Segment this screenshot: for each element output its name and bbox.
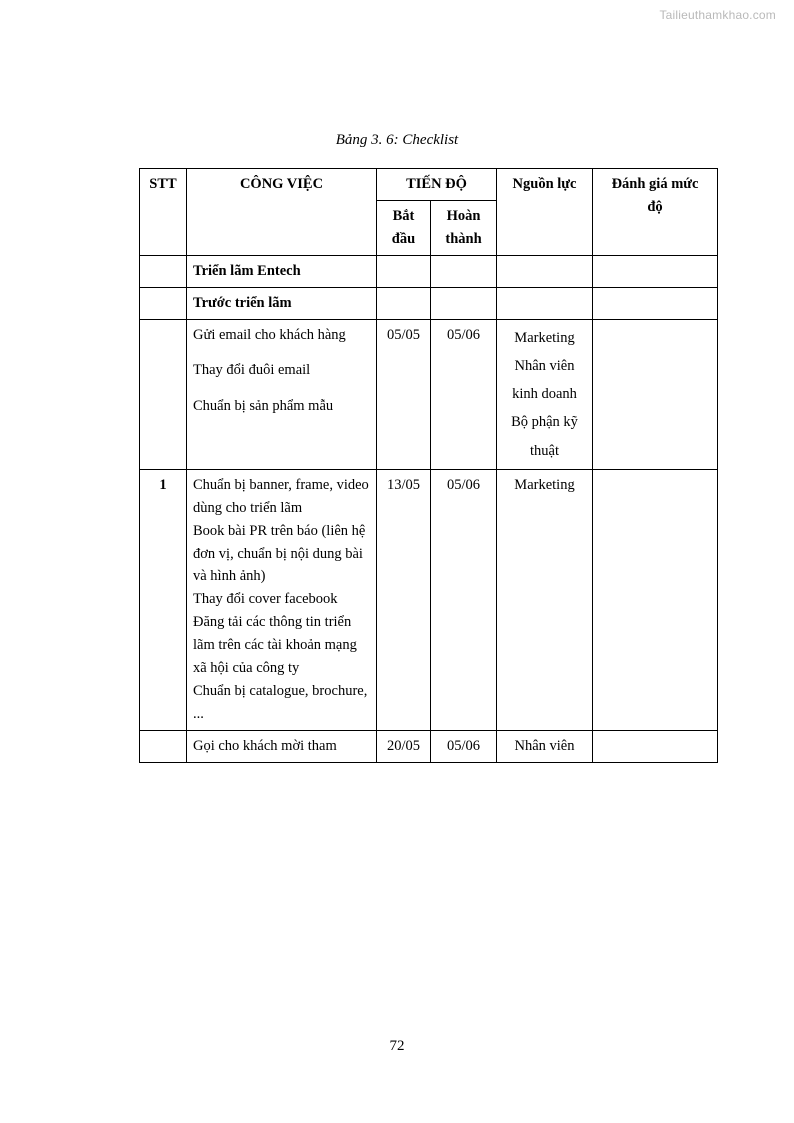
work-line: Gửi email cho khách hàng xyxy=(193,326,346,343)
header-work: CÔNG VIỆC xyxy=(187,169,377,256)
cell-start: 05/05 xyxy=(377,319,431,469)
cell-evaluation xyxy=(593,319,718,469)
work-line: Thay đổi cover facebook xyxy=(193,591,338,608)
cell-evaluation xyxy=(593,730,718,762)
header-start xyxy=(377,200,431,255)
cell-stt xyxy=(140,255,187,287)
work-line: Chuẩn bị banner, frame, video dùng cho triển lãm xyxy=(193,476,369,516)
table-body xyxy=(140,255,718,762)
cell-stt xyxy=(140,319,187,469)
header-start-line-1: Bắt xyxy=(392,207,415,224)
work-line: Thay đổi đuôi email xyxy=(193,362,311,379)
work-line: Chuẩn bị sản phẩm mẫu xyxy=(193,398,334,415)
watermark-text: Tailieuthamkhao.com xyxy=(659,8,776,22)
resource-line: Nhân viên xyxy=(514,357,575,374)
cell-work: Gọi cho khách mời tham xyxy=(187,730,377,762)
cell-end: 05/06 xyxy=(431,730,497,762)
table-row xyxy=(140,255,718,287)
header-start-line-2: đầu xyxy=(391,230,416,247)
header-end-line-1: Hoàn xyxy=(446,207,481,224)
cell-start: 13/05 xyxy=(377,469,431,730)
table-caption: Bảng 3. 6: Checklist xyxy=(335,132,459,148)
cell-end xyxy=(431,287,497,319)
cell-work xyxy=(187,319,377,469)
checklist-table xyxy=(139,168,718,763)
cell-resource xyxy=(497,255,593,287)
page-number: 72 xyxy=(389,1038,405,1054)
table-row xyxy=(140,730,718,762)
cell-resource xyxy=(497,319,593,469)
cell-work xyxy=(187,469,377,730)
resource-line: kinh doanh xyxy=(512,386,577,403)
work-line: Book bài PR trên báo (liên hệ đơn vị, chuẩn bị nội dung bài và hình ảnh) xyxy=(193,522,366,585)
table-row xyxy=(140,469,718,730)
cell-evaluation xyxy=(593,255,718,287)
cell-stt: 1 xyxy=(140,469,187,730)
resource-line: Bộ phận kỹ xyxy=(511,414,578,431)
cell-end: 05/06 xyxy=(431,469,497,730)
header-stt: STT xyxy=(140,169,187,256)
resource-line: Marketing xyxy=(514,329,575,346)
header-progress: TIẾN ĐỘ xyxy=(377,169,497,201)
table-row xyxy=(140,287,718,319)
cell-evaluation xyxy=(593,287,718,319)
work-line: Đăng tải các thông tin triển lãm trên các tài khoản mạng xã hội của công ty xyxy=(193,614,357,677)
work-line: Chuẩn bị catalogue, brochure, ... xyxy=(193,683,368,722)
header-end-line-2: thành xyxy=(445,230,482,247)
cell-start: 20/05 xyxy=(377,730,431,762)
cell-end xyxy=(431,255,497,287)
header-evaluation-line-2: độ xyxy=(647,198,663,215)
cell-stt xyxy=(140,730,187,762)
cell-stt xyxy=(140,287,187,319)
cell-resource: Nhân viên xyxy=(497,730,593,762)
cell-end: 05/06 xyxy=(431,319,497,469)
cell-start xyxy=(377,287,431,319)
cell-work: Triển lãm Entech xyxy=(187,255,377,287)
work-spacer xyxy=(193,382,370,395)
cell-resource: Marketing xyxy=(497,469,593,730)
header-evaluation xyxy=(593,169,718,256)
resource-line: thuật xyxy=(530,442,559,459)
cell-resource xyxy=(497,287,593,319)
header-evaluation-line-1: Đánh giá mức xyxy=(611,176,699,192)
cell-evaluation xyxy=(593,469,718,730)
header-resource: Nguồn lực xyxy=(497,169,593,256)
table-row xyxy=(140,319,718,469)
cell-start xyxy=(377,255,431,287)
work-spacer xyxy=(193,346,370,359)
table-head xyxy=(140,169,718,256)
header-row-1 xyxy=(140,169,718,201)
cell-work: Trước triển lãm xyxy=(187,287,377,319)
header-end xyxy=(431,200,497,255)
